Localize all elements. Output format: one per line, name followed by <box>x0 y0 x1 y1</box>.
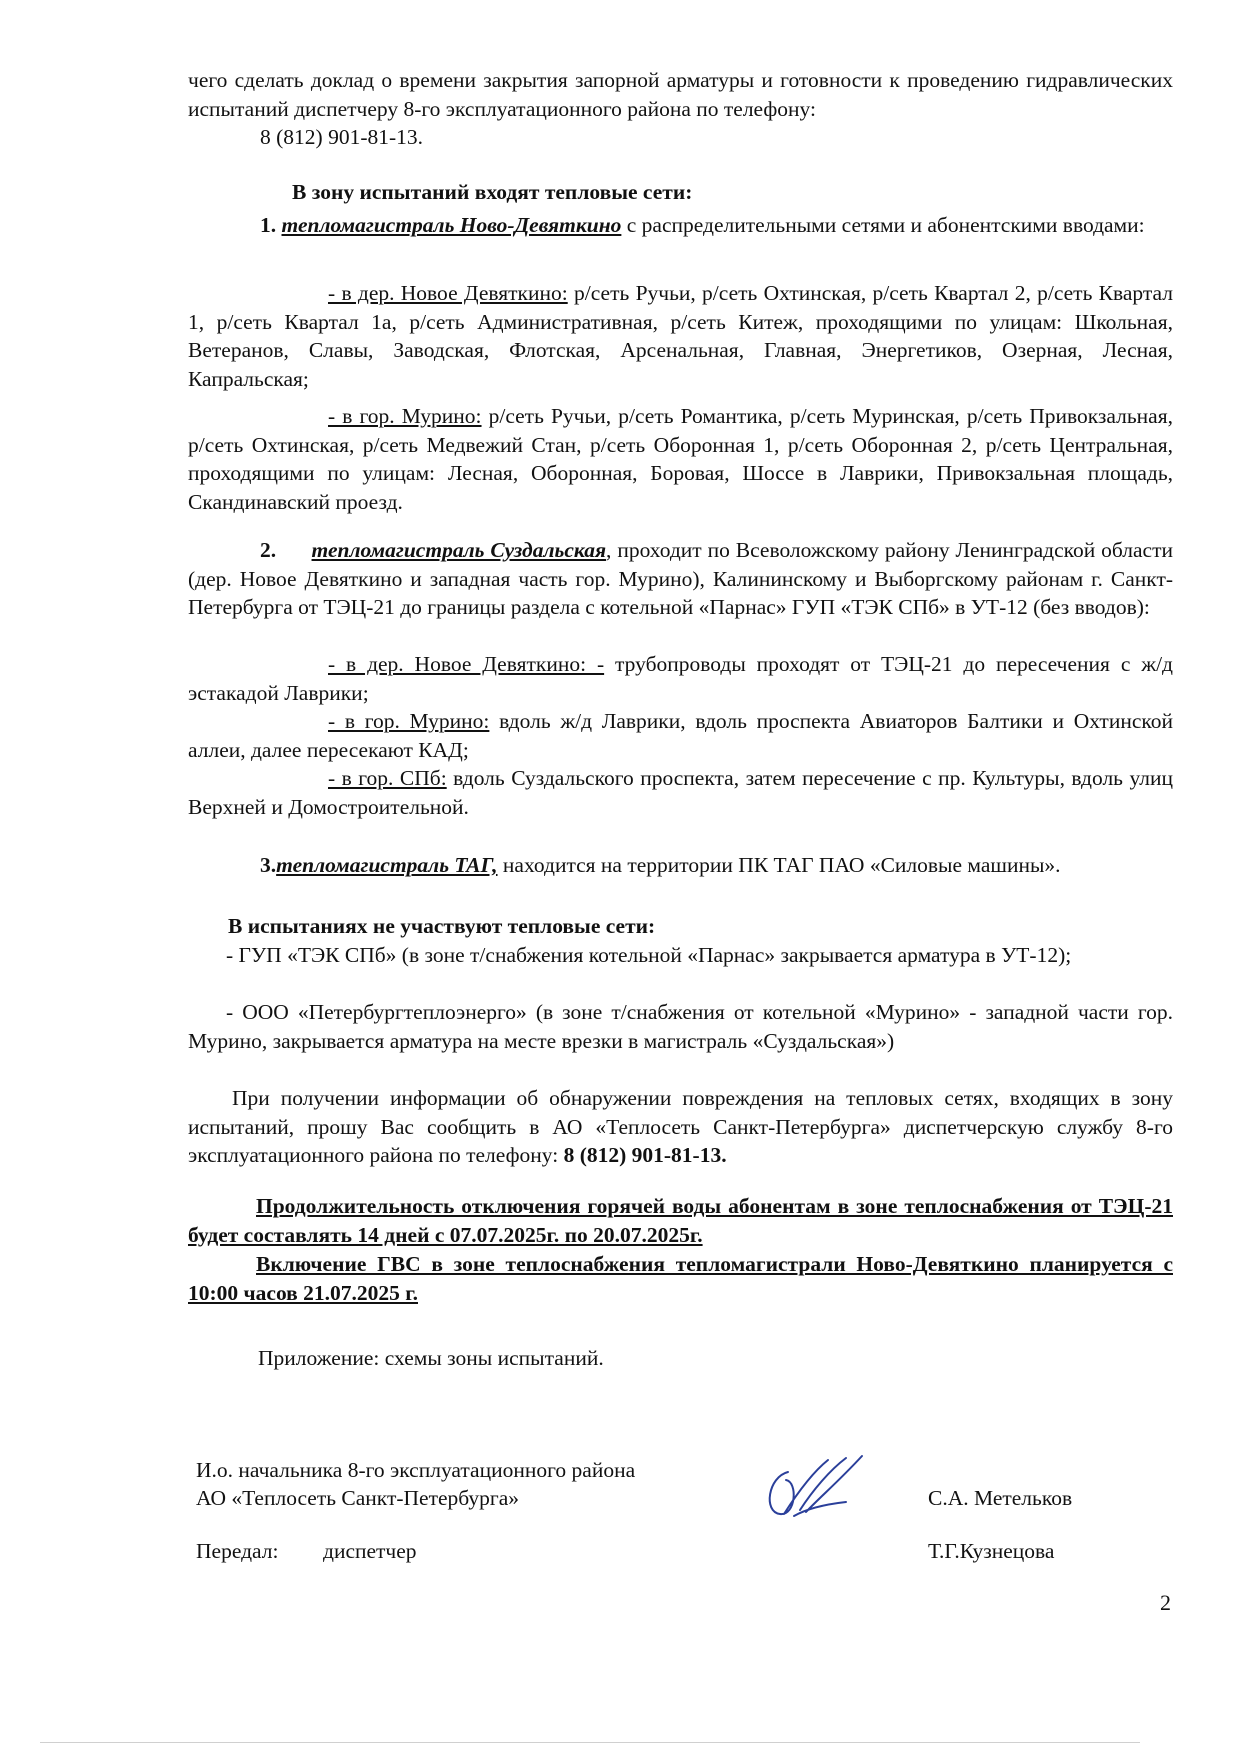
passed-role: диспетчер <box>323 1539 417 1563</box>
notice-phone: 8 (812) 901-81-13. <box>563 1143 727 1167</box>
zone-item3-rest: находится на территории ПК ТАГ ПАО «Силовые машины». <box>497 853 1061 877</box>
handwritten-signature <box>758 1452 868 1532</box>
bottom-rule <box>40 1742 1140 1743</box>
notice-paragraph <box>188 1084 1173 1170</box>
zone-item1-sub1 <box>188 279 1173 393</box>
zone-item1-number: 1. <box>260 213 277 237</box>
zone-heading: В зону испытаний входят тепловые сети: <box>292 180 693 204</box>
notice-text: При получении информации об обнаружении повреждения на тепловых сетях, входящих в зону испытаний, прошу Вас сообщить в АО «Теплосеть Санкт-Петербурга» диспетчерскую службу 8-го эксплуатационного района по телефону: <box>188 1086 1173 1167</box>
zone-item2-sub1 <box>188 650 1173 707</box>
zone-item2-sub2 <box>188 707 1173 764</box>
zone-item2-sub3-label: - в гор. СПб: <box>328 766 447 790</box>
zone-item3-number: 3. <box>260 853 277 877</box>
intro-paragraph <box>188 66 1173 152</box>
intro-phone: 8 (812) 901-81-13. <box>260 125 424 149</box>
intro-text: чего сделать доклад о времени закрытия запорной арматуры и готовности к проведению гидравлических испытаний диспетчеру 8-го эксплуатационного района по телефону: <box>188 68 1173 121</box>
duration-line2: Включение ГВС в зоне теплоснабжения тепломагистрали Ново-Девяткино планируется с 10:00 часов 21.07.2025 г. <box>188 1252 1173 1305</box>
signer-name: С.А. Метельков <box>928 1486 1073 1510</box>
zone-item2-sub2-text: вдоль ж/д Лаврики, вдоль проспекта Авиаторов Балтики и Охтинской аллеи, далее пересекают КАД; <box>188 709 1173 762</box>
zone-item2-name: тепломагистраль Суздальская <box>311 538 607 562</box>
passed-label: Передал: <box>196 1539 279 1563</box>
zone-item1-sub1-text: р/сеть Ручьи, р/сеть Охтинская, р/сеть Квартал 2, р/сеть Квартал 1, р/сеть Квартал 1а, р/сеть Административная, р/сеть Китеж, проходящими по улицам: Школьная, Ветеранов, Славы, Заводская, Флотская, Арсенальная, Главная, Энергетиков, Озерная, Лесная, Капральская; <box>188 281 1174 391</box>
zone-item2-sub3-text: вдоль Суздальского проспекта, затем пересечение с пр. Культуры, вдоль улиц Верхней и Домостроительной. <box>188 766 1174 819</box>
passed-name: Т.Г.Кузнецова <box>928 1539 1055 1563</box>
zone-item2-intro <box>188 536 1173 622</box>
zone-item1-sub2 <box>188 402 1173 516</box>
zone-item1-intro <box>188 211 1173 240</box>
zone-item1-rest: с распределительными сетями и абонентскими вводами: <box>621 213 1145 237</box>
zone-item2-sub1-label: - в дер. Новое Девяткино: - <box>328 652 605 676</box>
zone-item2-sub3 <box>188 764 1173 821</box>
zone-item1-sub2-label: - в гор. Мурино: <box>328 404 482 428</box>
zone-item1-sub2-text: р/сеть Ручьи, р/сеть Романтика, р/сеть Муринская, р/сеть Привокзальная, р/сеть Охтинская, р/сеть Медвежий Стан, р/сеть Оборонная 1, р/сеть Оборонная 2, р/сеть Центральная, проходящими по улицам: Лесная, Оборонная, Боровая, Шоссе в Лаврики, Привокзальная площадь, Скандинавский проезд. <box>188 404 1173 514</box>
zone-item3-name: тепломагистраль ТАГ, <box>276 853 498 877</box>
zone-item2-sub1-text: трубопроводы проходят от ТЭЦ-21 до пересечения с ж/д эстакадой Лаврики; <box>188 652 1174 705</box>
zone-item1-name: тепломагистраль Ново-Девяткино <box>281 213 622 237</box>
page-number: 2 <box>1160 1590 1171 1615</box>
signer-position-line1: И.о. начальника 8-го эксплуатационного района <box>196 1458 636 1482</box>
excluded-heading: В испытаниях не участвуют тепловые сети: <box>228 914 656 938</box>
attachment-note: Приложение: схемы зоны испытаний. <box>258 1346 604 1370</box>
excluded-item1: - ГУП «ТЭК СПб» (в зоне т/снабжения котельной «Парнас» закрывается арматура в УТ-12); <box>226 943 1072 967</box>
zone-item3 <box>188 851 1173 880</box>
zone-item2-number: 2. <box>260 538 277 562</box>
zone-item1-sub1-label: - в дер. Новое Девяткино: <box>328 281 568 305</box>
signer-position-line2: АО «Теплосеть Санкт-Петербурга» <box>196 1486 520 1510</box>
zone-item2-sub2-label: - в гор. Мурино: <box>328 709 490 733</box>
zone-item2-rest: , проходит по Всеволожскому району Ленинградской области (дер. Новое Девяткино и западная часть гор. Мурино), Калининскому и Выборгскому районам г. Санкт-Петербурга от ТЭЦ-21 до границы раздела с котельной «Парнас» ГУП «ТЭК СПб» в УТ-12 (без вводов): <box>188 538 1173 619</box>
duration-line1: Продолжительность отключения горячей воды абонентам в зоне теплоснабжения от ТЭЦ-21 будет составлять 14 дней с 07.07.2025г. по 20.07.2025г. <box>188 1194 1173 1247</box>
excluded-item2: - ООО «Петербургтеплоэнерго» (в зоне т/снабжения от котельной «Мурино» - западной части гор. Мурино, закрывается арматура на месте врезки в магистраль «Суздальская») <box>188 1000 1173 1053</box>
